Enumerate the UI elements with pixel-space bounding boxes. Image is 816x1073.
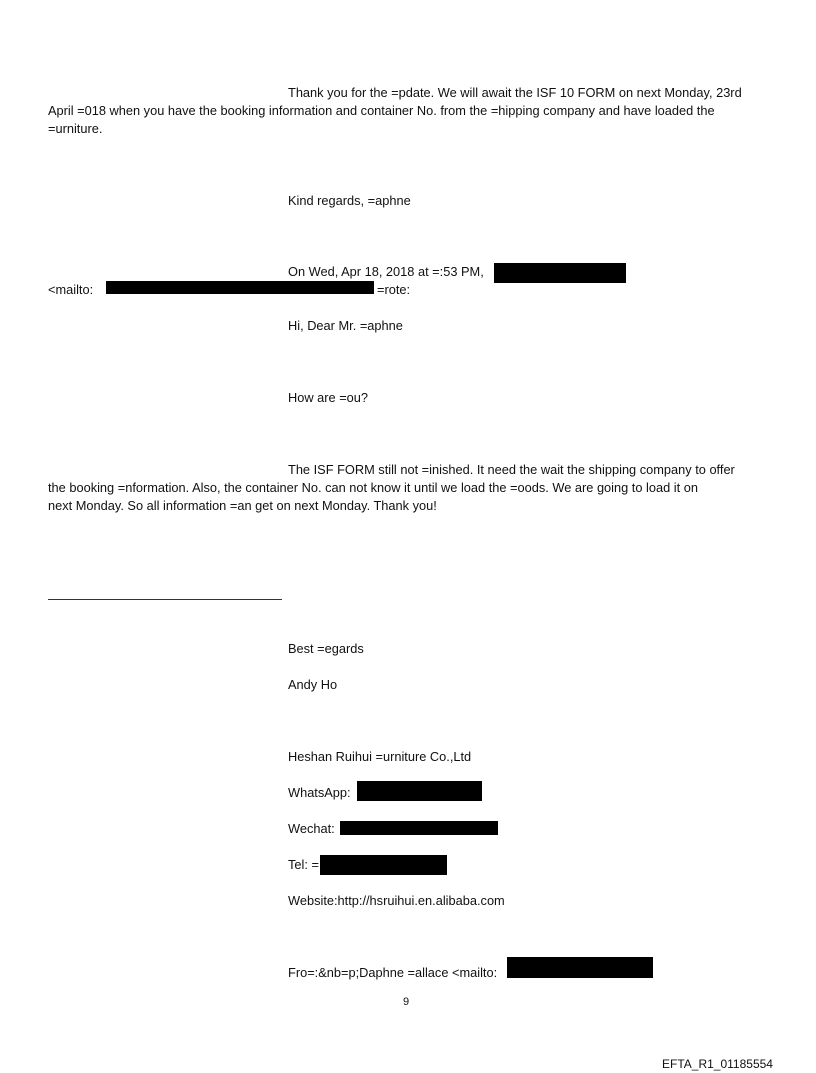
- redaction-box: [507, 957, 653, 978]
- wechat-label: Wechat:: [288, 821, 335, 836]
- mailto-prefix: <mailto:: [48, 282, 94, 297]
- from-line: Fro=:&nb=p;Daphne =allace <mailto:: [288, 965, 498, 980]
- email-para1-line1: Thank you for the =pdate. We will await the ISF 10 FORM on next Monday, 23rd: [288, 85, 742, 100]
- redaction-box: [357, 781, 482, 801]
- tel-label: Tel: =: [288, 857, 319, 872]
- email-para2-line2: the booking =nformation. Also, the container No. can not know it until we load the =oods. We are going to load it on: [48, 480, 698, 495]
- page-number: 9: [403, 996, 410, 1008]
- redaction-box: [320, 855, 447, 875]
- redaction-box: [106, 281, 374, 294]
- email-para1-line2: April =018 when you have the booking information and container No. from the =hipping company and have loaded the: [48, 103, 715, 118]
- email-para1-line3: =urniture.: [48, 121, 103, 136]
- kind-regards: Kind regards, =aphne: [288, 193, 411, 208]
- how-are-you: How are =ou?: [288, 390, 369, 405]
- redaction-box: [494, 263, 626, 283]
- sender-name: Andy Ho: [288, 677, 338, 692]
- signature-separator: [48, 599, 282, 600]
- rote-text: =rote:: [377, 282, 411, 297]
- email-para2-line3: next Monday. So all information =an get on next Monday. Thank you!: [48, 498, 437, 513]
- company-name: Heshan Ruihui =urniture Co.,Ltd: [288, 749, 472, 764]
- greeting: Hi, Dear Mr. =aphne: [288, 318, 403, 333]
- whatsapp-label: WhatsApp:: [288, 785, 351, 800]
- document-id: EFTA_R1_01185554: [662, 1057, 773, 1071]
- best-regards: Best =egards: [288, 641, 364, 656]
- email-para2-line1: The ISF FORM still not =inished. It need the wait the shipping company to offer: [288, 462, 735, 477]
- on-wed-line: On Wed, Apr 18, 2018 at =:53 PM,: [288, 264, 484, 279]
- website-line: Website:http://hsruihui.en.alibaba.com: [288, 893, 505, 908]
- redaction-box: [340, 821, 498, 835]
